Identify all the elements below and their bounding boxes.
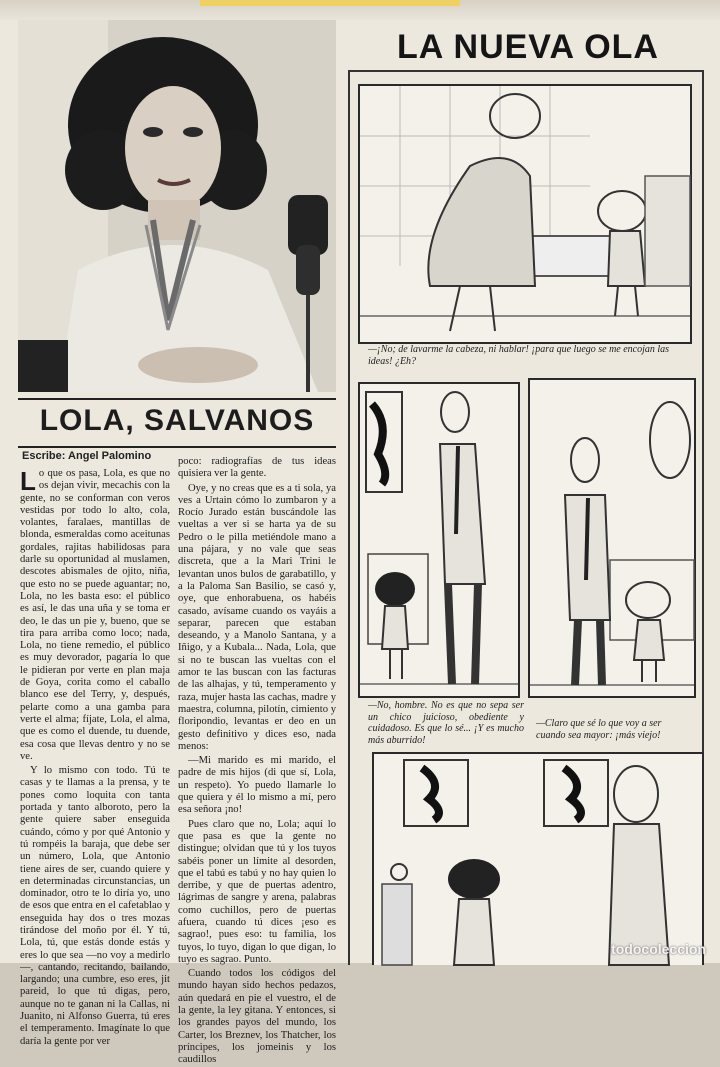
- paragraph: Oye, y no creas que es a ti sola, ya ves a Urtain cómo lo zumbaron y a Rocío Jurado están buscándole las vueltas a ver si se harta ya de su Pedro o le pilla metiéndole mano a una pájara, y no vale que seas discreta, que a la Mari Trini le levantan unos bulos de garabatillo, y a la Paloma San Basilio, se casó y, oye, que enhorabuena, os habéis casado, avísame cuando os vayáis a separar, parecen que estaban deseando, y a Manolo Santana, y a Iñigo, y a Kubala... Nada, Lola, que si no te buscan las vueltas con el amor te las buscan con las facturas de las alhajas, y tú, temperamento y raza, mujer hasta las cachas, madre y maestra, columna, pilotín, cimiento y floripondio, levantas er deo en un gesto definitivo y dices eso, nada menos:: [178, 482, 336, 752]
- article-column-2: [178, 456, 336, 1066]
- article-column-1: [20, 466, 170, 1047]
- cartoon-panel-1: [358, 84, 692, 344]
- cartoon-caption-2: —No, hombre. No es que no sepa ser un chico juicioso, obediente y cuidadoso. Es que lo sé... ¡Y es mucho más aburrido!: [368, 700, 524, 746]
- paragraph: Y lo mismo con todo. Tú te casas y te llamas a la prensa, y te pones como loquita con tanta portada y tanto alboroto, pero la gente quiere saber enseguida cuándo, cómo y por qué Antonio y tú rompéis la baraja, que debe ser un número, Lola, que Antonio tiene aires de ser, cuando quiere y en determinadas circunstancias, un dominador, otro te lo diría yo, uno de esos que entra en el cafetablao y enseguida hay dos o tres mozas tirándose del moño por él. Y tú, Lola, tú, que estás donde estás y eres lo que sea —no voy a medirlo—, cantando, recitando, bailando, largando; una cumbre, eso eres, jit pareid, lo que tú digas, pero, aunque no te ganan ni la Callas, ni Juanito, ni Alfonso Guerra, tú eres el temperamento. Imagínate lo que daría la gente por ver: [20, 765, 170, 1047]
- cartoon-caption-3: —Claro que sé lo que voy a ser cuando sea mayor: ¡más viejo!: [536, 718, 662, 741]
- top-color-stripe: [200, 0, 460, 6]
- paragraph: Lo que os pasa, Lola, es que no os dejan vivir, mecachis con la gente, no se conforman con veros vestidas por todo lo alto, cola, volantes, faralaes, mantillas de blonda, esmeraldas como aceitunas gordales, rajitas habilidosas para darle su oportunidad al muslamen, descotes abismales de ojito, niña, que esto no se puede aguantar; no, Lola, no les basta eso: el público es así, le das una uña y se toma er deo, le das un pie y, bueno, que se tira para arriba como loco; nada, Lola, no tiene remedio, el público es muy devorador, pagaría lo que le pidieran por verte en plan maja de Goya, corita como el caballo blanco ese del Terry, y, después, pelarte como a una gamba para verte el alma; fíjate, Lola, el alma, que es como el duende, tu duende, esa cosa que llevas dentro y no se ve.: [20, 466, 170, 762]
- drop-cap: L: [20, 466, 36, 496]
- cartoon-panel-2: [358, 382, 520, 698]
- paragraph: poco: radiografías de tus ideas quisiera ver la gente.: [178, 456, 336, 480]
- cartoon-panel-4: [372, 752, 704, 965]
- article-title-bar: [18, 398, 336, 448]
- paragraph: —Mi marido es mi marido, el padre de mis hijos (di que sí, Lola, un respeto). Yo puedo llamarle lo que quiera y él lo mismo a mí, pero esa señora ¡no!: [178, 755, 336, 816]
- article-title: LOLA, SALVANOS: [39, 404, 315, 437]
- article-byline: Escribe: Angel Palomino: [22, 450, 152, 462]
- cartoon-panel-3: [528, 378, 696, 698]
- portrait-photo: [18, 20, 336, 392]
- paragraph: Pues claro que no, Lola; aquí lo que pasa es que la gente no distingue; olvidan que tú y los tuyos sabéis poner un límite al desorden, que el tabú es tabú y no hay quien lo derribe, y que de puertas adentro, lágrimas de sangre y arena, palabras como cuchillos, pero de puertas afuera, cuando tú dices ¡eso es sagrao!, pues eso: tu familia, los tuyos, lo tuyo, digan lo que digan, lo tuyo es sagrao. Punto.: [178, 818, 336, 965]
- paragraph: Cuando todos los códigos del mundo hayan sido hechos pedazos, aún quedará en pie el vuestro, el de la gente, la ley gitana. Y entonces, si los grandes payos del mundo, los Carter, los Breznev, los Thatcher, los príncipes, los jomeinis y los caudillos: [178, 968, 336, 1066]
- cartoon-caption-1: —¡No; de lavarme la cabeza, ni hablar! ¡para que luego se me encojan las ideas! ¿Eh?: [368, 344, 670, 367]
- comic-header: LA NUEVA OLA: [397, 28, 659, 66]
- watermark-logo: todocoleccion: [611, 941, 706, 957]
